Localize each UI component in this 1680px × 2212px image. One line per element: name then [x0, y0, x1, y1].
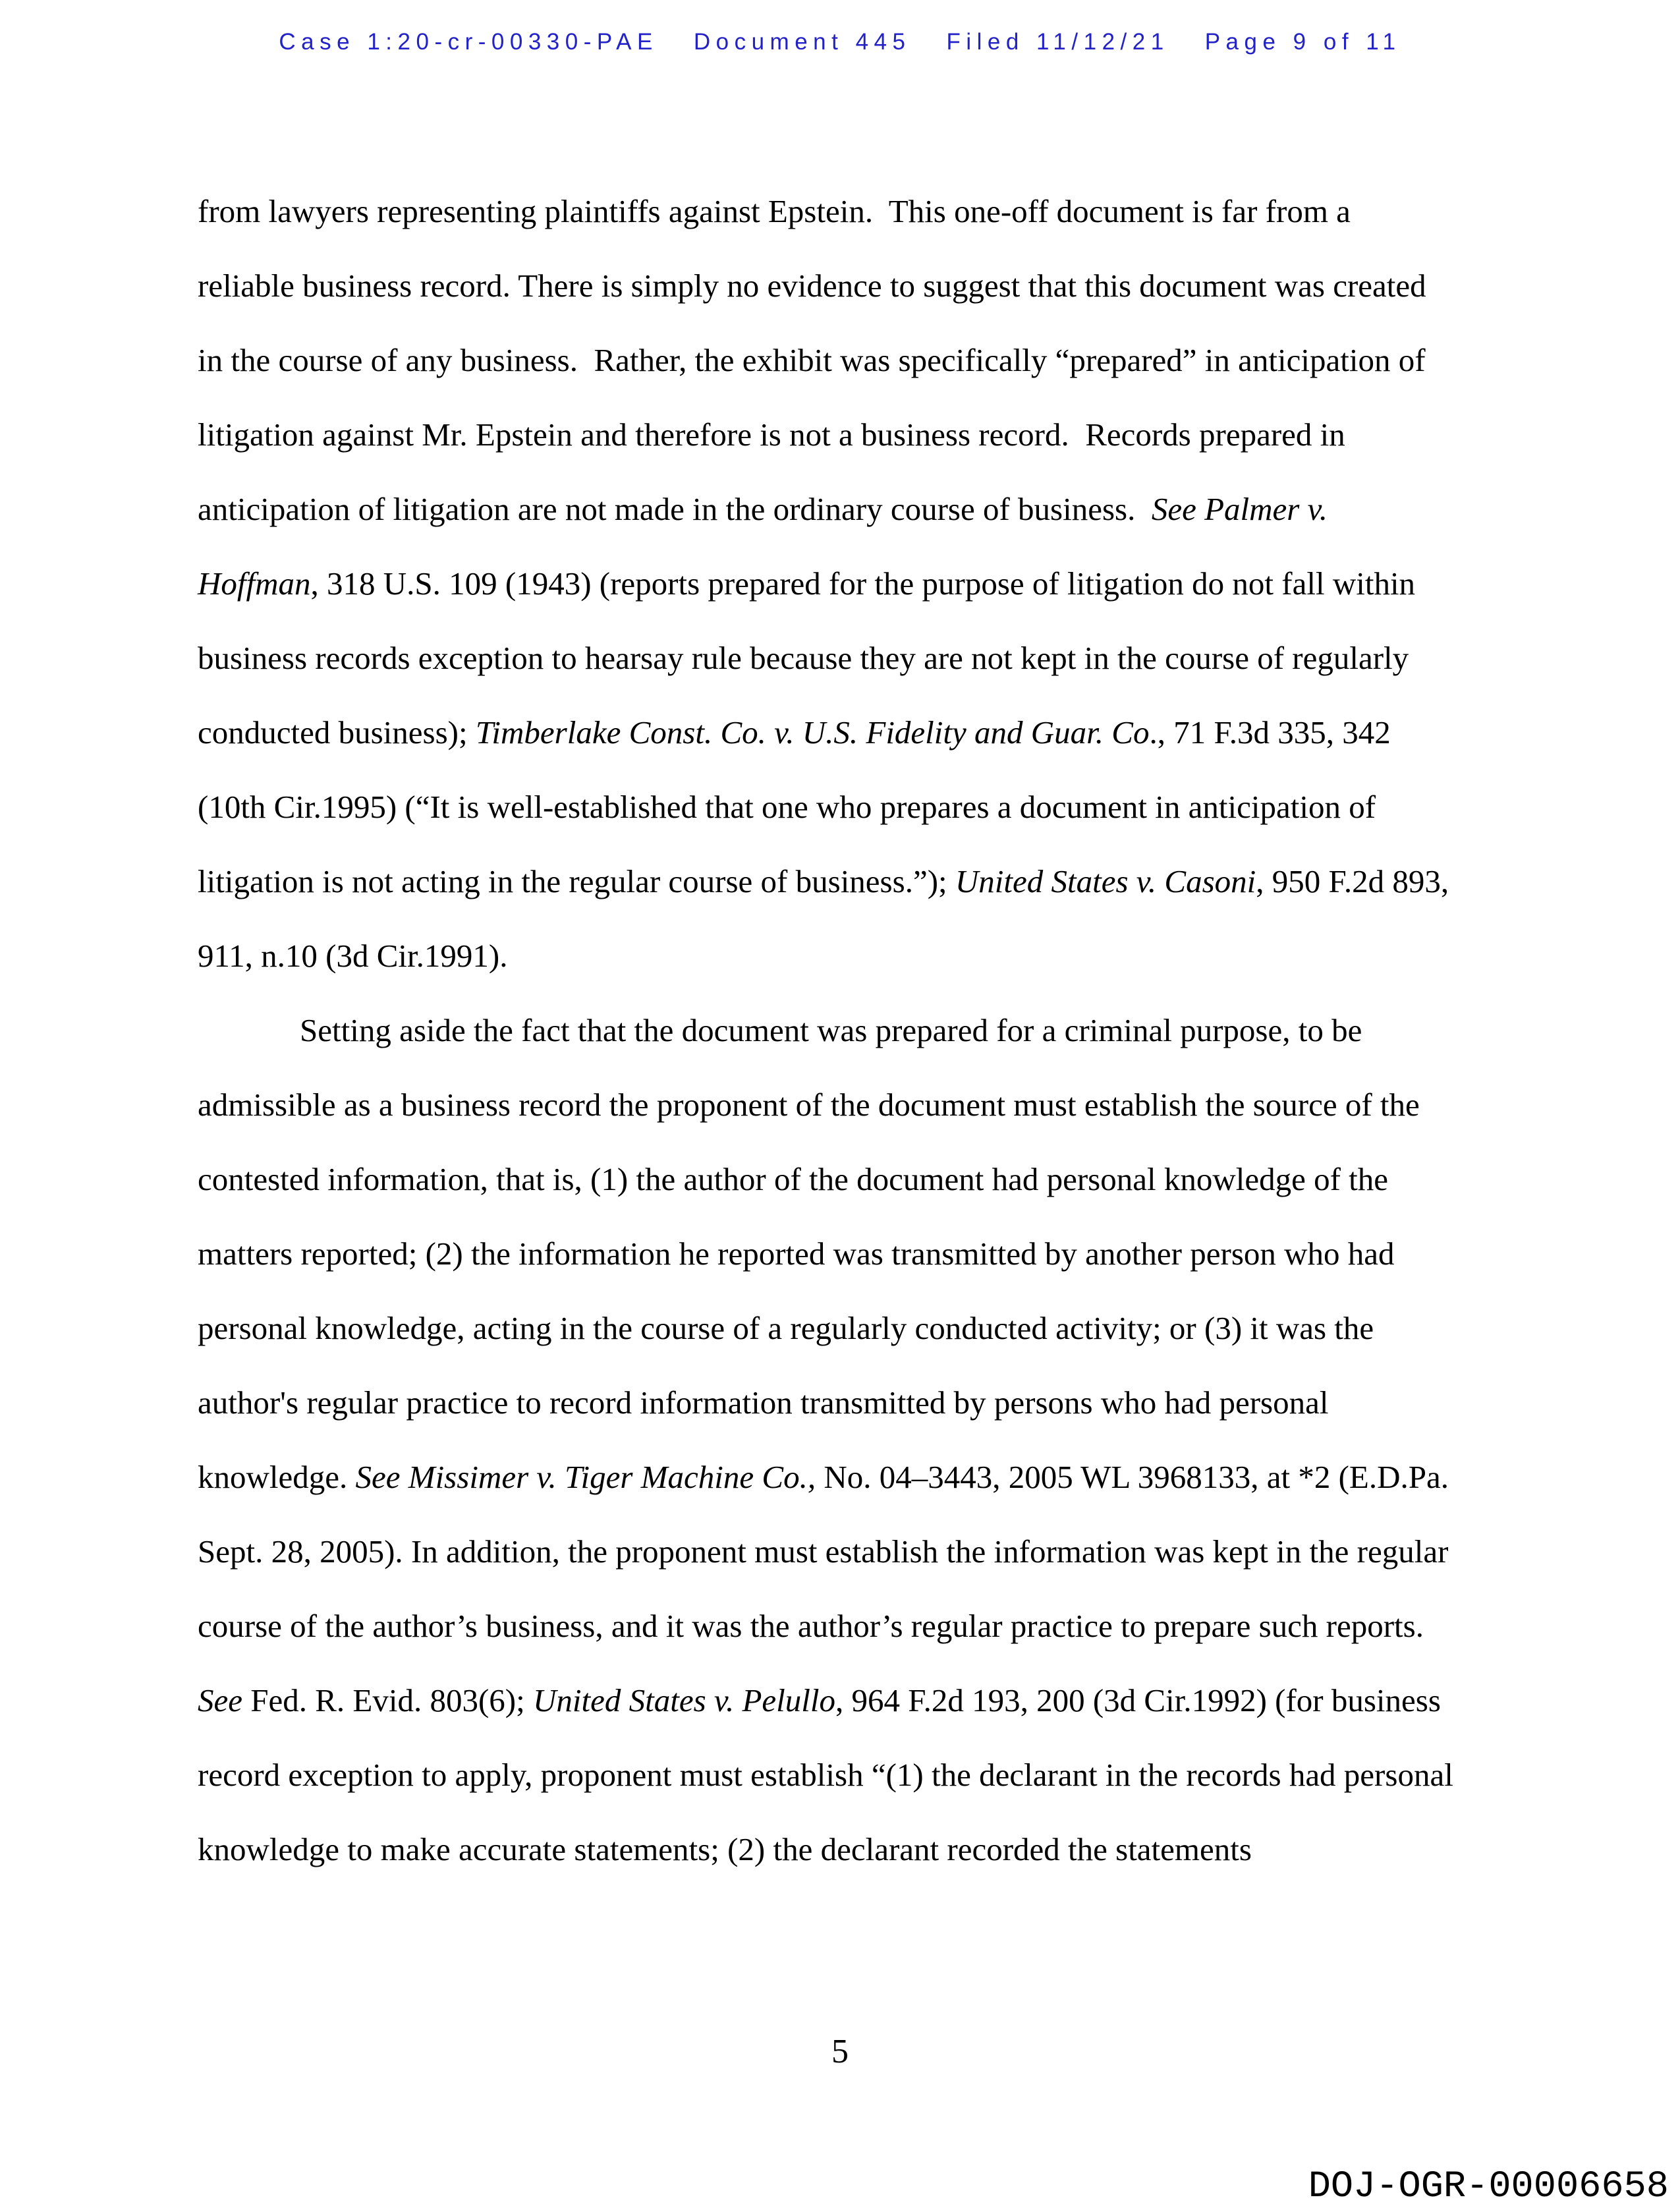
document-line	[198, 1514, 1453, 1589]
text-segment: litigation against Mr. Epstein and therefore is not a business record. Records prepared in	[198, 416, 1345, 453]
header-stamp	[0, 30, 1680, 53]
document-line	[198, 1067, 1453, 1142]
document-line	[198, 993, 1453, 1067]
text-segment: Fed. R. Evid. 803(6);	[242, 1682, 533, 1718]
text-segment: (10th Cir.1995) (“It is well-established that one who prepares a document in anticipation of	[198, 789, 1376, 825]
text-segment: 911, n.10 (3d Cir.1991).	[198, 938, 508, 974]
text-segment: conducted business);	[198, 714, 476, 751]
text-segment: Setting aside the fact that the document was prepared for a criminal purpose, to be	[300, 1012, 1362, 1048]
document-body	[198, 174, 1453, 1886]
document-line	[198, 546, 1453, 621]
text-segment: contested information, that is, (1) the author of the document had personal knowledge of the	[198, 1161, 1389, 1197]
document-line	[198, 248, 1453, 323]
text-segment: , 950 F.2d 893,	[1256, 863, 1449, 899]
text-segment: See Missimer v. Tiger Machine Co.,	[355, 1459, 816, 1495]
text-segment: record exception to apply, proponent must establish “(1) the declarant in the records had personal	[198, 1757, 1453, 1793]
document-line	[198, 695, 1453, 770]
text-segment: United States v. Pelullo	[532, 1682, 836, 1718]
text-segment: Sept. 28, 2005). In addition, the proponent must establish the information was kept in the regular	[198, 1533, 1449, 1570]
document-line	[198, 1216, 1453, 1291]
document-number: Document 445	[693, 29, 911, 55]
text-segment: matters reported; (2) the information he reported was transmitted by another person who had	[198, 1235, 1395, 1272]
document-line	[198, 1291, 1453, 1365]
page-indicator: Page 9 of 11	[1204, 29, 1401, 55]
text-segment: , 318 U.S. 109 (1943) (reports prepared for the purpose of litigation do not fall within	[310, 565, 1416, 602]
text-segment: from lawyers representing plaintiffs against Epstein. This one-off document is far from a	[198, 193, 1351, 229]
document-line	[198, 1142, 1453, 1216]
document-line	[198, 919, 1453, 993]
text-segment: See	[198, 1682, 242, 1718]
text-segment: knowledge to make accurate statements; (2) the declarant recorded the statements	[198, 1831, 1252, 1867]
case-number: Case 1:20-cr-00330-PAE	[279, 29, 658, 55]
text-segment: Hoffman	[198, 565, 311, 602]
document-line	[198, 397, 1453, 472]
text-segment: personal knowledge, acting in the course of a regularly conducted activity; or (3) it was the	[198, 1310, 1374, 1346]
text-segment: anticipation of litigation are not made in the ordinary course of business.	[198, 491, 1152, 527]
document-line	[198, 1812, 1453, 1886]
document-line	[198, 323, 1453, 397]
text-segment: See Palmer v.	[1151, 491, 1328, 527]
text-segment: business records exception to hearsay rule because they are not kept in the course of regularly	[198, 640, 1409, 676]
document-line	[198, 1738, 1453, 1812]
text-segment: ., 71 F.3d 335, 342	[1149, 714, 1391, 751]
text-segment: knowledge.	[198, 1459, 356, 1495]
page-number: 5	[831, 2033, 849, 2070]
text-segment: Timberlake Const. Co. v. U.S. Fidelity and Guar. Co	[475, 714, 1150, 751]
document-line	[198, 621, 1453, 695]
document-line	[198, 472, 1453, 546]
filed-date: Filed 11/12/21	[946, 29, 1169, 55]
document-line	[198, 770, 1453, 844]
text-segment: course of the author’s business, and it was the author’s regular practice to prepare such reports.	[198, 1608, 1424, 1644]
document-line	[198, 844, 1453, 919]
document-line	[198, 1440, 1453, 1514]
text-segment: reliable business record. There is simply no evidence to suggest that this document was created	[198, 268, 1426, 304]
text-segment: author's regular practice to record information transmitted by persons who had personal	[198, 1384, 1329, 1421]
document-line	[198, 1589, 1453, 1663]
document-line	[198, 174, 1453, 248]
text-segment: in the course of any business. Rather, the exhibit was specifically “prepared” in anticipation of	[198, 342, 1426, 378]
document-line	[198, 1365, 1453, 1440]
document-line	[198, 1663, 1453, 1738]
text-segment: No. 04–3443, 2005 WL 3968133, at *2 (E.D.Pa.	[816, 1459, 1449, 1495]
text-segment: United States v. Casoni	[955, 863, 1256, 899]
bates-number: DOJ-OGR-00006658	[1308, 2166, 1669, 2208]
text-segment: , 964 F.2d 193, 200 (3d Cir.1992) (for business	[835, 1682, 1441, 1718]
text-segment: admissible as a business record the proponent of the document must establish the source of the	[198, 1087, 1420, 1123]
text-segment: litigation is not acting in the regular course of business.”);	[198, 863, 955, 899]
